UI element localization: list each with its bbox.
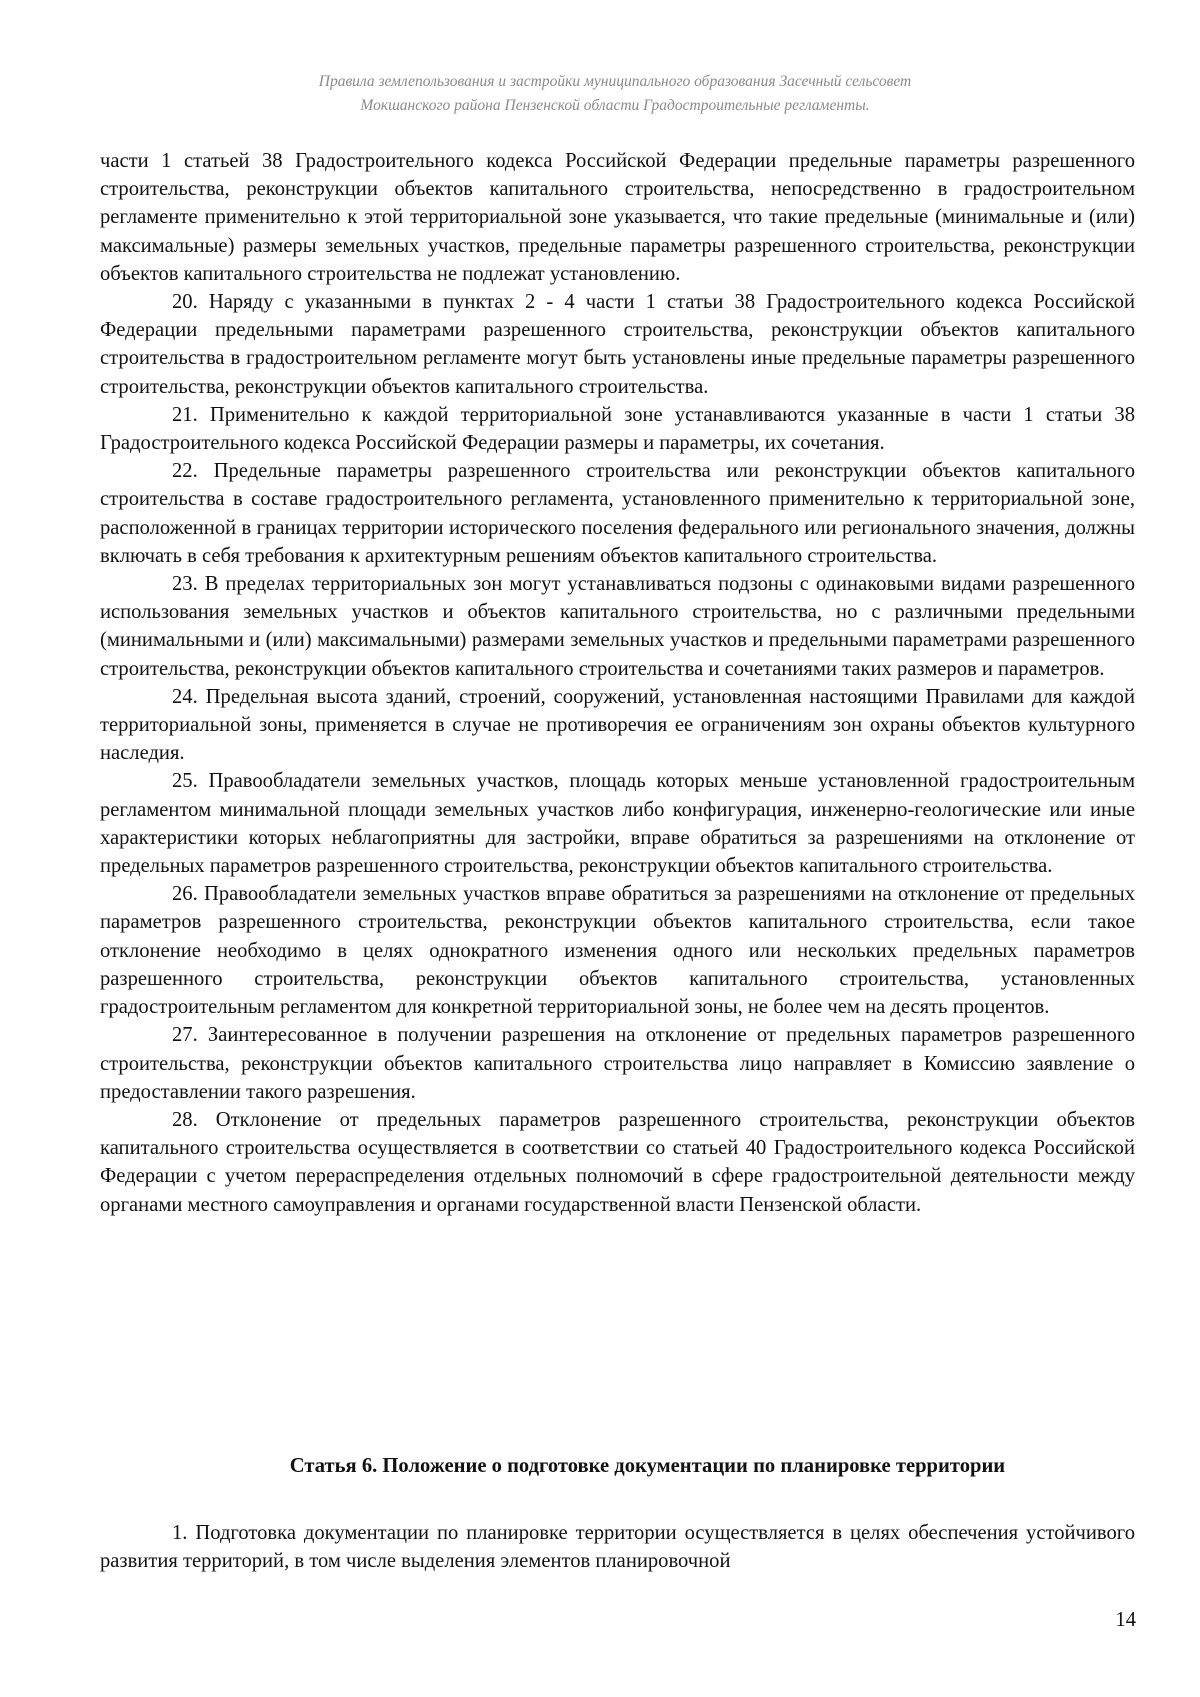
paragraph-21: 21. Применительно к каждой территориальной зоне устанавливаются указанные в части 1 статьи 38 Градостроительного кодекса Российской Федерации размеры и параметры, их сочетания.: [100, 403, 1135, 455]
paragraph-25: 25. Правообладатели земельных участков, площадь которых меньше установленной градостроительным регламентом минимальной площади земельных участков либо конфигурация, инженерно-геологические или иные характеристики которых неблагоприятны для застройки, вправе обратиться за разрешениями на отклонение от предельных параметров разрешенного строительства, реконструкции объектов капитального строительства.: [100, 770, 1135, 878]
paragraph-27: 27. Заинтересованное в получении разрешения на отклонение от предельных параметров разрешенного строительства, реконструкции объектов капитального строительства лицо направляет в Комиссию заявление о предоставлении такого разрешения.: [100, 1024, 1135, 1103]
paragraph-23: 23. В пределах территориальных зон могут устанавливаться подзоны с одинаковыми видами разрешенного использования земельных участков и объектов капитального строительства, но с различными предельными (минимальными и (или) максимальными) размерами земельных участков и предельными параметрами разрешенного строительства, реконструкции объектов капитального строительства и сочетаниями таких размеров и параметров.: [100, 573, 1135, 680]
paragraph-28: 28. Отклонение от предельных параметров разрешенного строительства, реконструкции объектов капитального строительства осуществляется в соответствии со статьей 40 Градостроительного кодекса Российской Федерации с учетом перераспределения отдельных полномочий в сфере градостроительной деятельности между органами местного самоуправления и органами государственной власти Пензенской области.: [100, 1108, 1135, 1216]
paragraph-22: 22. Предельные параметры разрешенного строительства или реконструкции объектов капитального строительства в составе градостроительного регламента, установленного применительно к территориальной зоне, расположенной в границах территории исторического поселения федерального или регионального значения, должны включать в себя требования к архитектурным решениям объектов капитального строительства.: [100, 460, 1135, 567]
paragraph-26: 26. Правообладатели земельных участков вправе обратиться за разрешениями на отклонение от предельных параметров разрешенного строительства, реконструкции объектов капитального строительства, если такое отклонение необходимо в целях однократного изменения одного или нескольких предельных параметров разрешенного строительства, реконструкции объектов капитального строительства, установленных градостроительным регламентом для конкретной территориальной зоны, не более чем на десять процентов.: [100, 883, 1135, 1019]
paragraph-continuation: части 1 статьей 38 Градостроительного кодекса Российской Федерации предельные параметры разрешенного строительства, реконструкции объектов капитального строительства, непосредственно в градостроительном регламенте применительно к этой территориальной зоне указывается, что такие предельные (минимальные и (или) максимальные) размеры земельных участков, предельные параметры разрешенного строительства, реконструкции объектов капитального строительства не подлежат установлению.: [100, 150, 1135, 285]
paragraph-20: 20. Наряду с указанными в пунктах 2 - 4 части 1 статьи 38 Градостроительного кодекса Российской Федерации предельными параметрами разрешенного строительства, реконструкции объектов капитального строительства в градостроительном регламенте могут быть установлены иные предельные параметры разрешенного строительства, реконструкции объектов капитального строительства.: [100, 291, 1135, 398]
page-number: 14: [1115, 1609, 1136, 1631]
article-heading: Статья 6. Положение о подготовке документации по планировке территории: [289, 1455, 1006, 1477]
paragraph-24: 24. Предельная высота зданий, строений, сооружений, установленная настоящими Правилами для каждой территориальной зоны, применяется в случае не противоречия ее ограничениям зон охраны объектов культурного наследия.: [100, 685, 1135, 765]
article-paragraph-1: 1. Подготовка документации по планировке территории осуществляется в целях обеспечения устойчивого развития территорий, в том числе выделения элементов планировочной: [100, 1522, 1135, 1573]
running-header-line-2: Мокшанского района Пензенской области Градостроительные регламенты.: [360, 97, 870, 114]
body-text: [100, 147, 1135, 1219]
article-text: [100, 1519, 1135, 1575]
running-header: [150, 70, 1080, 118]
running-header-line-1: Правила землепользования и застройки муниципального образования Засечный сельсовет: [318, 73, 912, 90]
